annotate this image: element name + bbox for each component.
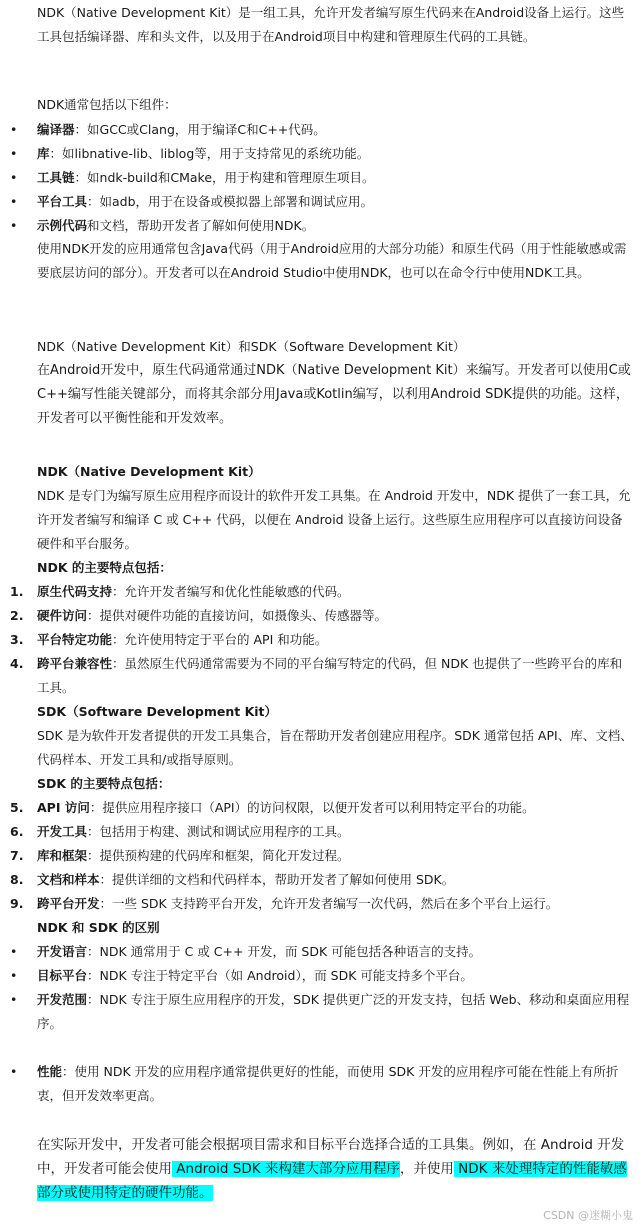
list-item-term: 文档和样本 [37, 872, 100, 887]
highlight-android-sdk: Android SDK 来构建大部分应用程序 [172, 1161, 400, 1177]
list-number: 1. [10, 584, 24, 599]
list-item [10, 892, 633, 916]
bullet-icon: • [10, 992, 18, 1007]
list-item [10, 604, 633, 628]
ndk-usage-paragraph: 使用NDK开发的应用通常包含Java代码（用于Android应用的大部分功能）和原生代码（用于性能敏感或需要底层访问的部分）。开发者可以在Android Studio中使用NDK，也可以在命令行中使用NDK工具。 [37, 241, 627, 280]
list-item-term: 工具链 [37, 170, 75, 185]
ndk-heading: NDK（Native Development Kit） [37, 464, 261, 479]
list-item [10, 190, 633, 214]
list-item-term: 库和框架 [37, 848, 88, 863]
list-item-term: 硬件访问 [37, 608, 88, 623]
list-item-term: 开发范围 [37, 992, 88, 1007]
components-intro: NDK通常包括以下组件： [37, 97, 177, 112]
list-item-text: ：如ndk-build和CMake，用于构建和管理原生项目。 [74, 170, 375, 185]
bullet-icon: • [10, 194, 18, 209]
list-item-text: ：如GCC或Clang，用于编译C和C++代码。 [74, 122, 326, 137]
list-number: 4. [10, 656, 24, 671]
list-item-text: ：提供预构建的代码库和框架，简化开发过程。 [87, 848, 350, 863]
list-item-text: ：一些 SDK 支持跨平台开发，允许开发者编写一次代码，然后在多个平台上运行。 [99, 896, 559, 911]
list-item [10, 166, 633, 190]
list-item-term: 平台工具 [37, 194, 88, 209]
list-item-term: 跨平台兼容性 [37, 656, 113, 671]
compare-title: NDK（Native Development Kit）和SDK（Software Development Kit） [37, 339, 466, 354]
list-item-text: ：允许开发者编写和优化性能敏感的代码。 [112, 584, 350, 599]
list-item [10, 118, 633, 142]
list-number: 2. [10, 608, 24, 623]
conclusion-text: ，并使用 [399, 1161, 454, 1177]
list-item-term: 示例代码 [37, 218, 88, 233]
diff-heading: NDK 和 SDK 的区别 [37, 920, 160, 935]
list-item-text: ：提供应用程序接口（API）的访问权限，以便开发者可以利用特定平台的功能。 [89, 800, 535, 815]
compare-paragraph: 在Android开发中，原生代码通常通过NDK（Native Development Kit）来编写。开发者可以使用C或C++编写性能关键部分，而将其余部分用Java或Kotlin编写，以利用Android SDK提供的功能。这样，开发者可以平衡性能和开发效率。 [37, 363, 631, 426]
list-item-text: ：如adb，用于在设备或模拟器上部署和调试应用。 [87, 194, 374, 209]
list-item [10, 964, 633, 988]
list-item [10, 820, 633, 844]
bullet-icon: • [10, 122, 18, 137]
list-number: 3. [10, 632, 24, 647]
list-item-term: 开发语言 [37, 944, 88, 959]
list-number: 8. [10, 872, 24, 887]
conclusion-text: 在实际开发中，开发者可能会根据项目需求和目标平台选择合适的工具集。例如，在 Android 开发中，开发者可能会使用 [37, 1137, 625, 1177]
list-item [10, 142, 633, 166]
list-item-term: 开发工具 [37, 824, 88, 839]
list-item-term: 跨平台开发 [37, 896, 100, 911]
list-item-text: ：NDK 专注于原生应用程序的开发，SDK 提供更广泛的开发支持，包括 Web、移动和桌面应用程序。 [37, 992, 630, 1031]
list-item-text: ：虽然原生代码通常需要为不同的平台编写特定的代码，但 NDK 也提供了一些跨平台的库和工具。 [37, 656, 623, 695]
list-item-term: 性能 [37, 1064, 63, 1079]
bullet-icon: • [10, 1064, 18, 1079]
conclusion-paragraph [37, 1133, 633, 1205]
list-item-text: ：提供详细的文档和代码样本，帮助开发者了解如何使用 SDK。 [99, 872, 455, 887]
list-item [10, 214, 633, 238]
list-number: 9. [10, 896, 24, 911]
list-item-term: 库 [37, 146, 50, 161]
bullet-icon: • [10, 944, 18, 959]
bullet-icon: • [10, 218, 18, 233]
list-item [10, 844, 633, 868]
list-item [10, 868, 633, 892]
list-item-text: ：如libnative-lib、liblog等，用于支持常见的系统功能。 [49, 146, 370, 161]
list-item-term: 目标平台 [37, 968, 88, 983]
list-item [10, 796, 633, 820]
list-item [10, 1060, 633, 1108]
list-number: 7. [10, 848, 24, 863]
list-item-term: 编译器 [37, 122, 75, 137]
list-item-term: 原生代码支持 [37, 584, 113, 599]
list-item [10, 988, 633, 1036]
list-item-term: API 访问 [37, 800, 90, 815]
list-item-term: 平台特定功能 [37, 632, 113, 647]
bullet-icon: • [10, 146, 18, 161]
list-number: 6. [10, 824, 24, 839]
list-item-text: ：NDK 专注于特定平台（如 Android），而 SDK 可能支持多个平台。 [87, 968, 473, 983]
highlight-ndk: NDK 来处理特定的性能敏感部分或使用特定的硬件功能。 [37, 1161, 627, 1201]
list-item-text: 和文档，帮助开发者了解如何使用NDK。 [87, 218, 315, 233]
bullet-icon: • [10, 170, 18, 185]
ndk-paragraph: NDK 是专门为编写原生应用程序而设计的软件开发工具集。在 Android 开发中，NDK 提供了一套工具，允许开发者编写和编译 C 或 C++ 代码，以便在 Android 设备上运行。这些原生应用程序可以直接访问设备硬件和平台服务。 [37, 488, 631, 551]
bullet-icon: • [10, 968, 18, 983]
list-number: 5. [10, 800, 24, 815]
list-item-text: ：提供对硬件功能的直接访问，如摄像头、传感器等。 [87, 608, 388, 623]
intro-paragraph: NDK（Native Development Kit）是一组工具，允许开发者编写原生代码来在Android设备上运行。这些工具包括编译器、库和头文件，以及用于在Android项目中构建和管理原生代码的工具链。 [37, 5, 625, 44]
list-item [10, 580, 633, 604]
list-item-text: ：包括用于构建、测试和调试应用程序的工具。 [87, 824, 350, 839]
sdk-paragraph: SDK 是为软件开发者提供的开发工具集合，旨在帮助开发者创建应用程序。SDK 通常包括 API、库、文档、代码样本、开发工具和/或指导原则。 [37, 728, 633, 767]
ndk-features-heading: NDK 的主要特点包括： [37, 560, 172, 575]
list-item-text: ：NDK 通常用于 C 或 C++ 开发，而 SDK 可能包括各种语言的支持。 [87, 944, 482, 959]
list-item-text: ：允许使用特定于平台的 API 和功能。 [112, 632, 328, 647]
sdk-heading: SDK（Software Development Kit） [37, 704, 278, 719]
list-item [10, 940, 633, 964]
list-item-text: ：使用 NDK 开发的应用程序通常提供更好的性能，而使用 SDK 开发的应用程序可能在性能上有所折衷，但开发效率更高。 [37, 1064, 619, 1103]
list-item [10, 652, 633, 700]
sdk-features-heading: SDK 的主要特点包括： [37, 776, 171, 791]
list-item [10, 628, 633, 652]
watermark: CSDN @迷糊小鬼 [543, 1209, 633, 1222]
